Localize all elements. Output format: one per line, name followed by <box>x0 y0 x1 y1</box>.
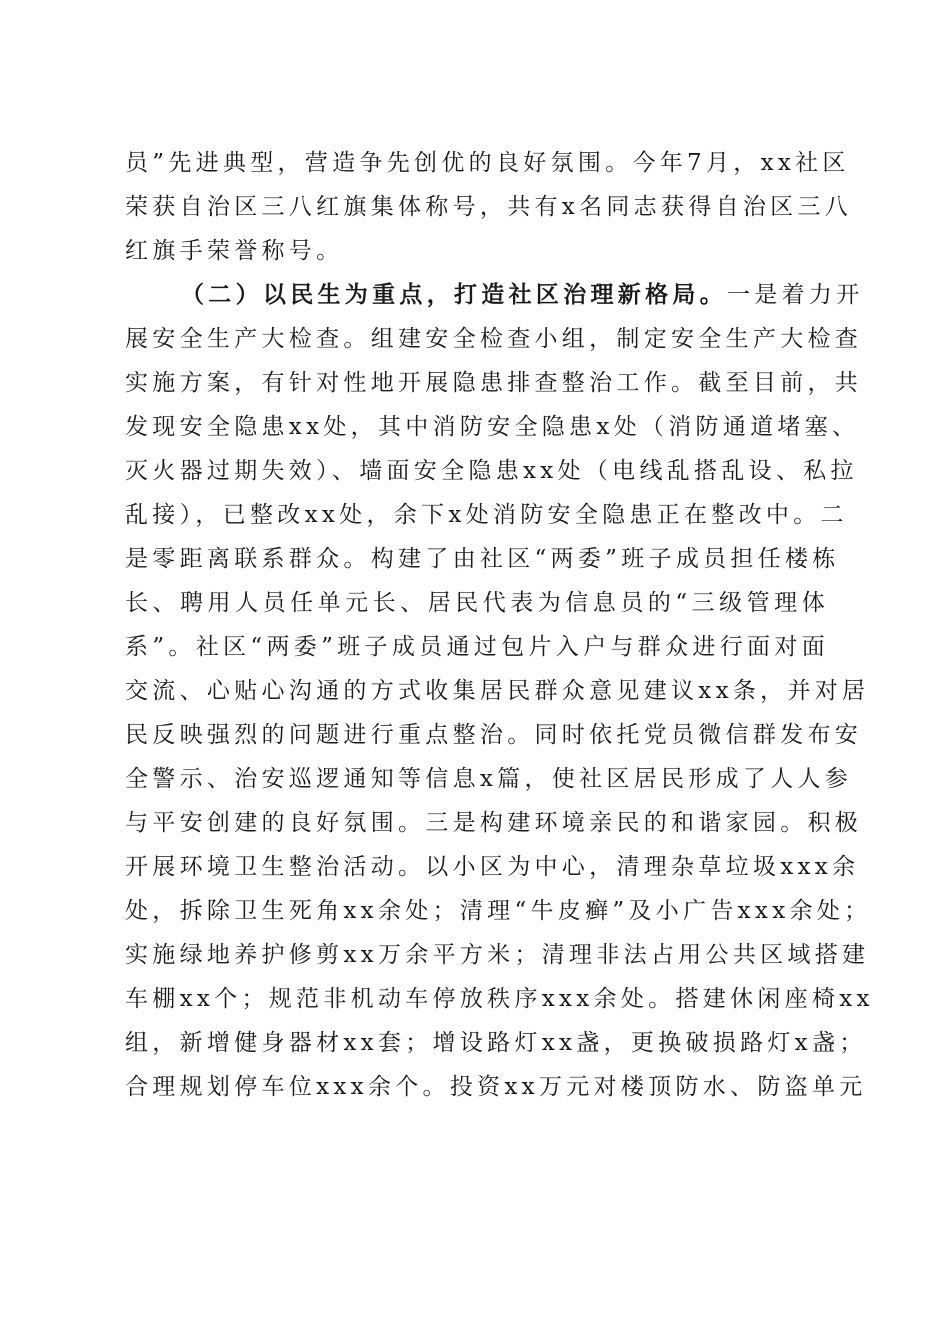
paragraph-continued <box>125 141 853 273</box>
text-line: 民反映强烈的问题进行重点整治。同时依托党员微信群发布安 <box>125 722 863 748</box>
section-heading-line <box>125 273 864 317</box>
text-line: 发现安全隐患xx处，其中消防安全隐患x处（消防通道堵塞、 <box>125 414 860 440</box>
text-line: 合理规划停车位xxx余个。投资xx万元对楼顶防水、防盗单元 <box>125 1074 867 1100</box>
text-line: 是零距离联系群众。构建了由社区“两委”班子成员担任楼栋 <box>125 546 840 572</box>
text-line: 展安全生产大检查。组建安全检查小组，制定安全生产大检查 <box>125 326 863 352</box>
text-run: 一是着力开 <box>727 282 864 308</box>
text-line: 长、聘用人员任单元长、居民代表为信息员的“三级管理体 <box>125 590 829 616</box>
text-line: 员”先进典型，营造争先创优的良好氛围。今年7月，xx社区 <box>125 150 850 176</box>
text-line: 荣获自治区三八红旗集体称号，共有x名同志获得自治区三八 <box>125 194 853 220</box>
text-line: 实施方案，有针对性地开展隐患排查整治工作。截至目前，共 <box>125 370 863 396</box>
text-line: 灭火器过期失效）、墙面安全隐患xx处（电线乱搭乱设、私拉 <box>125 458 858 484</box>
text-line: 交流、心贴心沟通的方式收集居民群众意见建议xx条，并对居 <box>125 678 870 704</box>
text-line: 处，拆除卫生死角xx余处；清理“牛皮癣”及小广告xxx余处； <box>125 898 872 924</box>
section-heading: （二）以民生为重点，打造社区治理新格局。 <box>181 281 727 308</box>
text-line: 开展环境卫生整治活动。以小区为中心，清理杂草垃圾xxx余 <box>125 854 860 880</box>
paragraph-section-two <box>125 273 874 1109</box>
text-line: 乱接），已整改xx处，余下x处消防安全隐患正在整改中。二 <box>125 502 848 528</box>
text-line: 红旗手荣誉称号。 <box>125 238 344 264</box>
text-line: 全警示、治安巡逻通知等信息x篇，使社区居民形成了人人参 <box>125 766 853 792</box>
document-body <box>125 141 874 1109</box>
text-line: 实施绿地养护修剪xx万余平方米；清理非法占用公共区域搭建 <box>125 942 870 968</box>
text-line: 组，新增健身器材xx套；增设路灯xx盏，更换破损路灯x盏； <box>125 1030 867 1056</box>
text-line: 车棚xx个；规范非机动车停放秩序xxx余处。搭建休闲座椅xx <box>125 986 874 1012</box>
text-line: 与平安创建的良好氛围。三是构建环境亲民的和谐家园。积极 <box>125 810 863 836</box>
text-line: 系”。社区“两委”班子成员通过包片入户与群众进行面对面 <box>125 634 829 660</box>
